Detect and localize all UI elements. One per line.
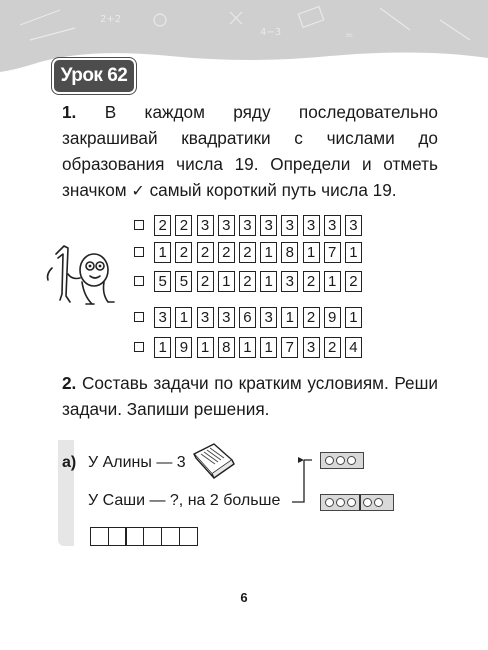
grid-cell[interactable]: 3 <box>260 307 277 328</box>
grid-cell[interactable]: 1 <box>260 337 277 358</box>
grid-cell[interactable]: 2 <box>154 215 171 236</box>
grid-cell[interactable]: 2 <box>324 337 341 358</box>
counter-dot <box>325 456 334 465</box>
grid-cell[interactable]: 2 <box>175 242 192 263</box>
task-1-instruction-end: самый короткий путь числа 19. <box>149 180 397 200</box>
grid-row <box>134 214 362 236</box>
grid-cell[interactable]: 3 <box>197 215 214 236</box>
answer-boxes[interactable] <box>90 527 196 546</box>
lesson-label: Урок 62 <box>60 65 128 86</box>
grid-cell[interactable]: 3 <box>303 215 320 236</box>
grid-cell[interactable]: 3 <box>260 215 277 236</box>
counter-strip-alina <box>320 452 364 469</box>
grid-cell[interactable]: 1 <box>260 242 277 263</box>
grid-cell[interactable]: 1 <box>345 307 362 328</box>
grid-cell[interactable]: 1 <box>345 242 362 263</box>
lesson-badge <box>54 60 134 92</box>
counter-dot <box>374 498 383 507</box>
grid-cell[interactable]: 5 <box>154 271 171 292</box>
grid-cell[interactable]: 2 <box>239 242 256 263</box>
counter-dot <box>347 498 356 507</box>
page-number: 6 <box>240 590 248 605</box>
svg-text:=: = <box>345 30 354 41</box>
grid-row <box>134 306 362 328</box>
grid-cell[interactable]: 2 <box>345 271 362 292</box>
grid-cell[interactable]: 3 <box>345 215 362 236</box>
task-1-text <box>62 99 438 205</box>
notebook-icon <box>190 440 236 480</box>
grid-cell[interactable]: 9 <box>324 307 341 328</box>
task-2-text <box>62 370 438 422</box>
counter-dot <box>325 498 334 507</box>
grid-cell[interactable]: 1 <box>175 307 192 328</box>
grid-cell[interactable]: 3 <box>218 215 235 236</box>
grid-cell[interactable]: 1 <box>239 337 256 358</box>
grid-cell[interactable]: 4 <box>345 337 362 358</box>
grid-cell[interactable]: 1 <box>303 242 320 263</box>
grid-cell[interactable]: 2 <box>197 271 214 292</box>
condition-line-sasha: У Саши — ?, на 2 больше <box>88 492 281 509</box>
grid-cell[interactable]: 1 <box>154 242 171 263</box>
grid-row <box>134 336 362 358</box>
task-2-instruction: Составь задачи по кратким условиям. Реши задачи. Запиши решения. <box>62 373 438 419</box>
counter-dot <box>336 498 345 507</box>
grid-cell[interactable]: 2 <box>197 242 214 263</box>
check-mark-icon: ✓ <box>131 183 145 200</box>
comparison-bracket <box>290 450 320 510</box>
grid-row <box>134 241 362 263</box>
grid-row <box>134 270 362 292</box>
grid-cell[interactable]: 1 <box>197 337 214 358</box>
grid-cell[interactable]: 3 <box>303 337 320 358</box>
grid-cell[interactable]: 1 <box>218 271 235 292</box>
answer-box[interactable] <box>161 527 180 546</box>
grid-cell[interactable]: 8 <box>218 337 235 358</box>
grid-cell[interactable]: 9 <box>175 337 192 358</box>
grid-cell[interactable]: 1 <box>324 271 341 292</box>
grid-cell[interactable]: 3 <box>324 215 341 236</box>
row-checkbox[interactable] <box>134 342 144 352</box>
row-checkbox[interactable] <box>134 247 144 257</box>
grid-cell[interactable]: 2 <box>175 215 192 236</box>
grid-cell[interactable]: 5 <box>175 271 192 292</box>
task-1-instruction: В каждом ряду последовательно закрашивай квадратики с числами до образования числа 19. Определи и отметь значком <box>62 102 438 200</box>
counter-strip-sasha <box>320 494 394 511</box>
grid-cell[interactable]: 7 <box>281 337 298 358</box>
grid-cell[interactable]: 3 <box>218 307 235 328</box>
grid-cell[interactable]: 3 <box>281 271 298 292</box>
svg-text:4−3: 4−3 <box>260 27 282 38</box>
grid-cell[interactable]: 7 <box>324 242 341 263</box>
answer-box[interactable] <box>90 527 109 546</box>
row-checkbox[interactable] <box>134 220 144 230</box>
answer-box[interactable] <box>143 527 162 546</box>
counter-dot <box>347 456 356 465</box>
grid-cell[interactable]: 2 <box>239 271 256 292</box>
part-a-label: а) <box>62 454 77 471</box>
number-19-character-icon <box>42 244 124 310</box>
grid-cell[interactable]: 2 <box>303 271 320 292</box>
grid-cell[interactable]: 3 <box>281 215 298 236</box>
grid-cell[interactable]: 3 <box>197 307 214 328</box>
counter-dot <box>336 456 345 465</box>
grid-cell[interactable]: 6 <box>239 307 256 328</box>
answer-box[interactable] <box>179 527 198 546</box>
grid-cell[interactable]: 2 <box>303 307 320 328</box>
grid-cell[interactable]: 3 <box>154 307 171 328</box>
row-checkbox[interactable] <box>134 276 144 286</box>
svg-text:2+2: 2+2 <box>100 14 122 25</box>
counter-divider <box>359 495 361 510</box>
answer-box[interactable] <box>108 527 127 546</box>
condition-line-alina: У Алины — 3 <box>88 454 186 471</box>
answer-box[interactable] <box>125 527 144 546</box>
grid-cell[interactable]: 3 <box>239 215 256 236</box>
grid-cell[interactable]: 1 <box>281 307 298 328</box>
grid-cell[interactable]: 8 <box>281 242 298 263</box>
grid-cell[interactable]: 1 <box>154 337 171 358</box>
grid-cell[interactable]: 1 <box>260 271 277 292</box>
task-1-number: 1. <box>62 102 77 122</box>
row-checkbox[interactable] <box>134 312 144 322</box>
grid-cell[interactable]: 2 <box>218 242 235 263</box>
task-2-number: 2. <box>62 373 77 393</box>
counter-dot <box>363 498 372 507</box>
